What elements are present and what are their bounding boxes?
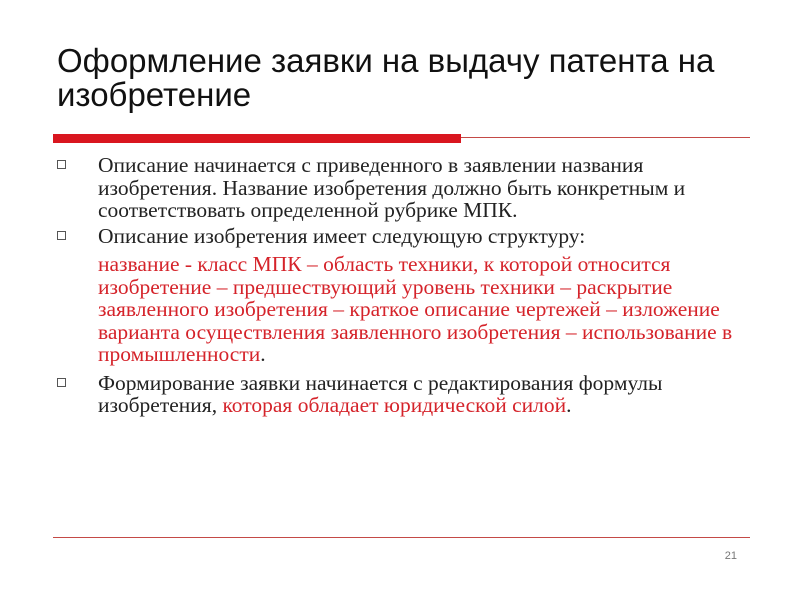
- square-bullet-icon: [57, 378, 66, 387]
- bullet-end-punctuation: .: [566, 393, 572, 417]
- square-bullet-icon: [57, 160, 66, 169]
- structure-text: название - класс МПК – область техники, к которой относится изобретение – предшествующий уровень техники – раскрытие заявленного изобретения – краткое описание чертежей – изложение варианта осуществления заявленного изобретения – использование в промышленности: [98, 252, 733, 366]
- bullet-text: Описание начинается с приведенного в заявлении названия изобретения. Название изобретения должно быть конкретным и соответствовать определенной рубрике МПК.: [98, 153, 686, 222]
- bullet-text: Описание изобретения имеет следующую структуру:: [98, 223, 586, 248]
- highlight-text: которая обладает юридической силой: [222, 393, 567, 417]
- title-divider-accent: [53, 134, 461, 143]
- footer-divider: [53, 537, 750, 538]
- slide-title: Оформление заявки на выдачу патента на изобретение: [57, 42, 715, 113]
- square-bullet-icon: [57, 231, 66, 240]
- description-structure: [57, 253, 737, 366]
- page-number: 21: [724, 550, 737, 562]
- structure-end-punctuation: .: [260, 342, 266, 366]
- bullet-item: [57, 154, 737, 222]
- slide-content: [57, 154, 737, 417]
- bullet-text: Формирование заявки начинается с редактирования формулы изобретения,: [98, 370, 663, 417]
- bullet-item: [57, 225, 737, 248]
- bullet-item: [57, 372, 737, 417]
